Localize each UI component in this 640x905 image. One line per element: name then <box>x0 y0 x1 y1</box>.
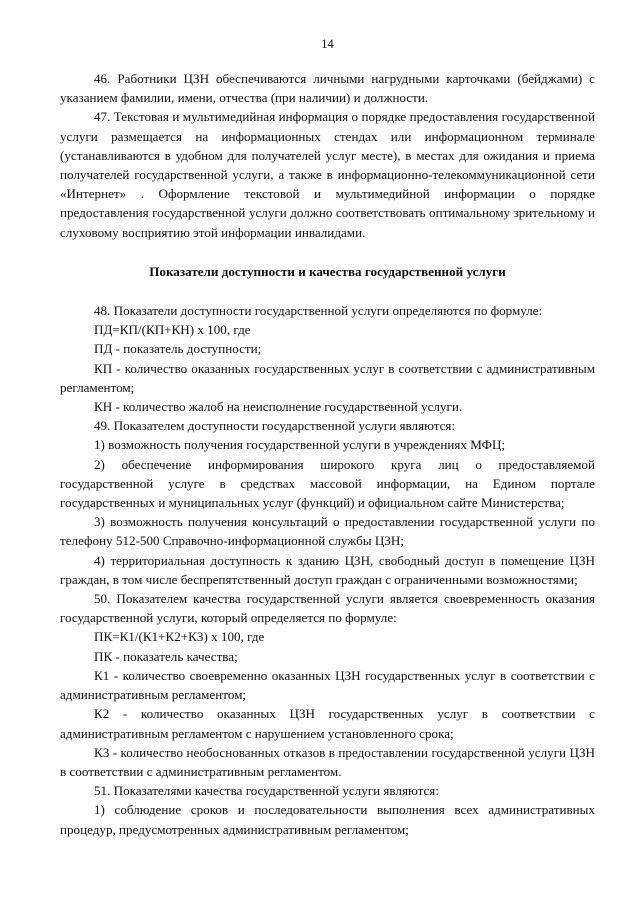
list-item-49-4: 4) территориальная доступность к зданию ЦЗН, свободный доступ в помещение ЦЗН граждан, в том числе беспрепятственный доступ граждан с ограниченными возможностями; <box>60 552 595 587</box>
definition-k1: К1 - количество своевременно оказанных ЦЗН государственных услуг в соответствии с административным регламентом; <box>60 667 595 703</box>
formula-availability: ПД=КП/(КП+КН) x 100, где <box>94 322 251 338</box>
page-number: 14 <box>321 37 334 51</box>
list-item-49-2: 2) обеспечение информирования широкого круга лиц о предоставляемой государственной услуге в средствах массовой информации, на Едином портале государственных и муниципальных услуг (функций) и официальном сайте Министерства; <box>60 456 595 511</box>
list-item-49-3: 3) возможность получения консультаций о предоставлении государственной услуги по телефону 512-500 Справочно-информационной службы ЦЗН; <box>60 514 595 549</box>
list-item-51-1: 1) соблюдение сроков и последовательности выполнения всех административных процедур, предусмотренных административным регламентом; <box>60 802 595 837</box>
list-item-49-1: 1) возможность получения государственной услуги в учреждениях МФЦ; <box>94 437 506 453</box>
paragraph-51: 51. Показателями качества государственной услуги являются: <box>94 783 439 799</box>
paragraph-49: 49. Показателем доступности государственной услуги являются: <box>94 418 456 434</box>
formula-quality: ПК=К1/(К1+К2+К3) x 100, где <box>94 629 265 645</box>
definition-kp: КП - количество оказанных государственных услуг в соответствии с административным регламентом; <box>60 360 595 395</box>
definition-pd: ПД - показатель доступности; <box>94 341 262 357</box>
paragraph-47: 47. Текстовая и мультимедийная информация о порядке предоставления государственной услуги размещается на информационных стендах или информационном терминале (устанавливаются в удобном для получателей услуг месте), в местах для ожидания и приема получателей государственной услуги, а также в информационно-телекоммуникационной сети «Интернет» . Оформление текстовой и мультимедийной информации о порядке предоставления государственной услуги должно соответствовать оптимальному зрительному и слуховому восприятию этой информации инвалидами. <box>60 109 595 240</box>
definition-pk: ПК - показатель качества; <box>94 648 238 664</box>
paragraph-50: 50. Показателем качества государственной услуги является своевременность оказания государственной услуги, который определяется по формуле: <box>60 591 595 626</box>
paragraph-46: 46. Работники ЦЗН обеспечиваются личными нагрудными карточками (бейджами) с указанием фамилии, имени, отчества (при наличии) и должности. <box>60 71 595 106</box>
definition-k2: К2 - количество оказанных ЦЗН государственных услуг в соответствии с административным регламентом с нарушением установленного срока; <box>60 706 595 741</box>
section-heading: Показатели доступности и качества государственной услуги <box>149 263 506 279</box>
paragraph-48: 48. Показатели доступности государственной услуги определяются по формуле: <box>94 303 543 319</box>
document-page <box>60 36 595 839</box>
definition-k3: К3 - количество необоснованных отказов в предоставлении государственной услуги ЦЗН в соответствии с административным регламентом. <box>60 744 595 779</box>
definition-kn: КН - количество жалоб на неисполнение государственной услуги. <box>94 399 463 415</box>
